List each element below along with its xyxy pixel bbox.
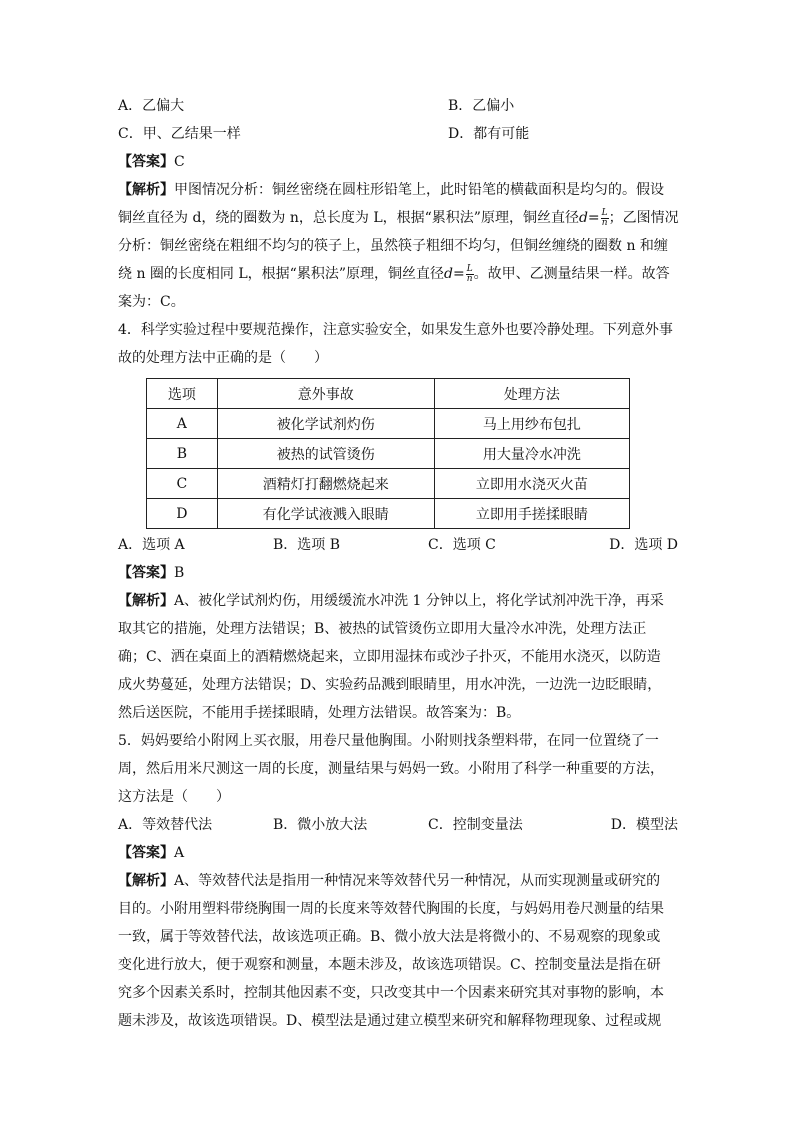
q3-analysis-text-2: 铜丝直径为 d，绕的圈数为 n，总长度为 L，根据“累积法”原理，铜丝直径 [118,210,579,226]
q4-stem-line-2: 故的处理方法中正确的是（ ） [118,350,328,366]
q3-answer-value: C [174,154,185,170]
q5-option-d: D．模型法 [610,817,678,833]
q5-answer-value: A [174,845,185,861]
table-cell: B [147,439,218,469]
table-cell: 被热的试管烫伤 [217,439,434,469]
table-row [147,409,630,439]
q5-analysis-text-1: A、等效替代法是指用一种情况来等效替代另一种情况，从而实现测量或研究的 [174,873,661,889]
q3-formula-1-eq: = [587,210,600,226]
q3-option-d: D．都有可能 [448,126,530,142]
q3-formula-1-var: d [578,210,588,226]
q4-option-a: A．选项 A [118,537,185,553]
q3-analysis-line-2 [118,204,678,232]
q3-analysis-text-4: 分析：铜丝密绕在粗细不均匀的筷子上，虽然筷子粗细不均匀，但铜丝缠绕的圈数 n 和缠 [118,238,668,254]
table-cell: C [147,469,218,499]
q3-analysis-line-3 [118,232,678,260]
q3-formula-2-fraction [466,265,474,284]
q3-formula-1-den: n [601,217,608,228]
q4-option-d: D．选项 D [609,537,678,553]
q4-option-b: B．选项 B [273,537,341,553]
table-cell: 马上用纱布包扎 [434,409,629,439]
q4-analysis-line-1 [118,587,678,615]
q3-analysis-text-3: ；乙图情况 [608,210,679,226]
q5-analysis-line-5: 究多个因素关系时，控制其他因素不变，只改变其中一个因素来研究其对事物的影响，本 [118,985,664,1001]
table-header-cell: 意外事故 [217,379,434,409]
q3-analysis-text-5: 绕 n 圈的长度相同 L，根据“累积法”原理，铜丝直径 [118,266,444,282]
q4-answer [118,559,678,587]
table-header-cell: 选项 [147,379,218,409]
q4-analysis-line-4: 成火势蔓延，处理方法错误；D、实验药品溅到眼睛里，用水冲洗，一边洗一边眨眼睛， [118,677,662,693]
table-header-cell: 处理方法 [434,379,629,409]
document-page [118,92,678,1035]
q3-analysis-text-6: 。故甲、乙测量结果一样。故答 [473,266,670,282]
q3-option-c: C．甲、乙结果一样 [118,126,241,142]
q3-formula-1-fraction [601,209,609,228]
q3-formula-2-var: d [443,266,453,282]
q5-analysis-line-2: 目的。小附用塑料带绕胸围一周的长度来等效替代胸围的长度，与妈妈用卷尺测量的结果 [118,901,664,917]
q4-answer-value: B [174,565,185,581]
table-row [147,439,630,469]
q5-option-b: B．微小放大法 [273,817,368,833]
table-header-row [147,379,630,409]
q3-answer [118,148,678,176]
q4-options-row [118,531,678,559]
q3-option-a: A．乙偏大 [118,98,185,114]
q3-analysis-text-1: 甲图情况分析：铜丝密绕在圆柱形铅笔上，此时铅笔的横截面积是均匀的。假设 [174,182,664,198]
table-cell: D [147,499,218,529]
q3-analysis-line-5 [118,288,678,316]
table-row [147,469,630,499]
q3-analysis-text-7: 案为：C。 [118,294,185,310]
q3-formula-2-den: n [466,273,473,284]
q5-analysis-line-4: 变化进行放大，便于观察和测量，本题未涉及，故该选项错误。C、控制变量法是指在研 [118,957,661,973]
q3-formula-1 [578,207,609,228]
q4-analysis-text-1: A、被化学试剂灼伤，用缓缓流水冲洗 1 分钟以上，将化学试剂冲洗干净，再采 [174,593,664,609]
q5-stem-line-2: 周，然后用米尺测这一周的长度，测量结果与妈妈一致。小附用了科学一种重要的方法， [118,761,664,777]
table-cell: 被化学试剂灼伤 [217,409,434,439]
q4-analysis-line-3: 确；C、洒在桌面上的酒精燃烧起来，立即用湿抹布或沙子扑灭，不能用水浇灭，以防造 [118,649,661,665]
q5-analysis-tag: 【解析】 [118,873,174,889]
q4-analysis-line-2: 取其它的措施，处理方法错误；B、被热的试管烫伤立即用大量冷水冲洗，处理方法正 [118,621,647,637]
q5-option-c: C．控制变量法 [428,817,523,833]
q3-analysis-tag: 【解析】 [118,182,174,198]
q4-table [146,378,630,529]
q4-option-c: C．选项 C [428,537,496,553]
q4-analysis-line-5: 然后送医院，不能用手搓揉眼睛，处理方法错误。故答案为：B。 [118,705,521,721]
q5-analysis-line-3: 一致，属于等效替代法，故该选项正确。B、微小放大法是将微小的、不易观察的现象或 [118,929,661,945]
q5-stem-line-3: 这方法是（ ） [118,789,230,805]
table-cell: 立即用水浇灭火苗 [434,469,629,499]
q3-formula-2-num: L [466,263,473,274]
q3-analysis-line-1 [118,176,678,204]
q5-answer [118,839,678,867]
q4-analysis-tag: 【解析】 [118,593,174,609]
q5-option-a: A．等效替代法 [118,817,213,833]
q3-options-row-2 [118,120,678,148]
table-cell: 用大量冷水冲洗 [434,439,629,469]
q3-formula-2-eq: = [452,266,465,282]
q3-formula-2 [443,263,474,284]
table-cell: A [147,409,218,439]
q3-answer-tag: 【答案】 [118,154,174,170]
q5-analysis-line-6: 题未涉及，故该选项错误。D、模型法是通过建立模型来研究和解释物理现象、过程或规 [118,1013,662,1029]
table-row [147,499,630,529]
table-cell: 有化学试液溅入眼睛 [217,499,434,529]
q4-stem-line-1: 4．科学实验过程中要规范操作，注意实验安全，如果发生意外也要冷静处理。下列意外事 [118,322,673,338]
q5-analysis-line-1 [118,867,678,895]
q3-option-b: B．乙偏小 [448,98,515,114]
q4-answer-tag: 【答案】 [118,565,174,581]
q5-answer-tag: 【答案】 [118,845,174,861]
q3-analysis-line-4 [118,260,678,288]
table-cell: 立即用手搓揉眼睛 [434,499,629,529]
q5-options-row [118,811,678,839]
q5-stem-line-1: 5．妈妈要给小附网上买衣服，用卷尺量他胸围。小附则找条塑料带，在同一位置绕了一 [118,733,659,749]
q3-options-row-1 [118,92,678,120]
q3-formula-1-num: L [601,207,608,218]
table-cell: 酒精灯打翻燃烧起来 [217,469,434,499]
